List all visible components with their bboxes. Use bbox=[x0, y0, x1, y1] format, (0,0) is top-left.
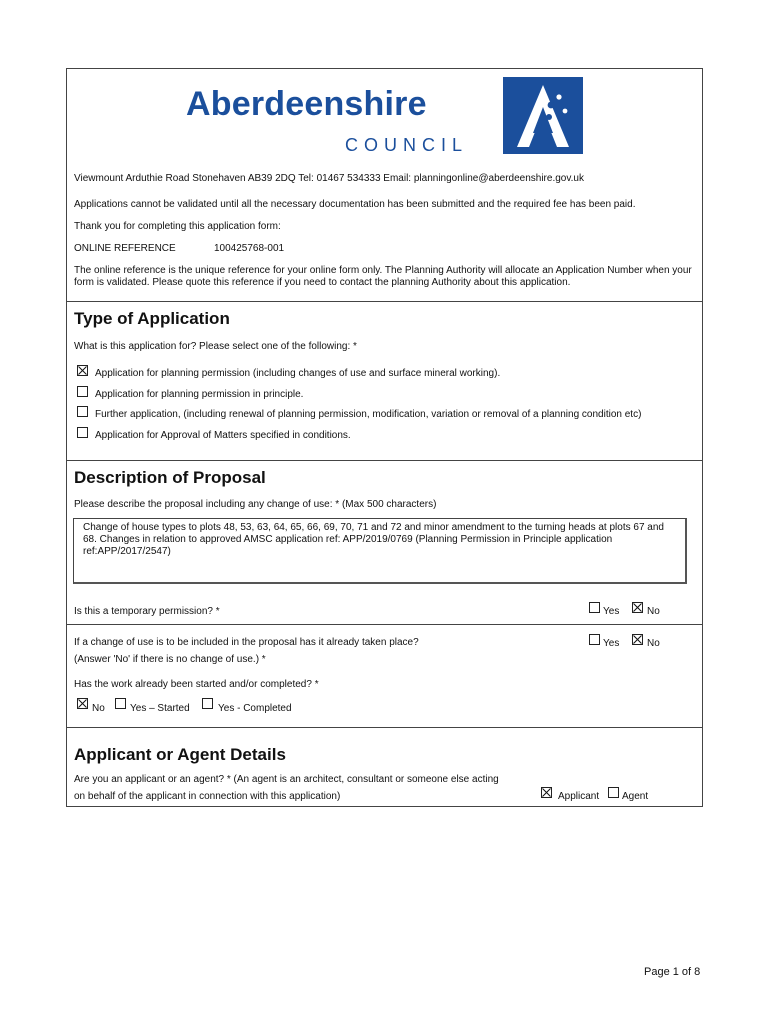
temporary-yes-checkbox[interactable] bbox=[589, 602, 600, 613]
work-completed-label: Yes - Completed bbox=[218, 703, 292, 714]
option-permission-in-principle-label: Application for planning permission in principle. bbox=[95, 389, 304, 400]
page-number: Page 1 of 8 bbox=[644, 966, 701, 978]
option-permission-in-principle-checkbox[interactable] bbox=[77, 386, 88, 397]
applicant-agent-question: Are you an applicant or an agent? * (An agent is an architect, consultant or someone else acting bbox=[74, 774, 499, 785]
change-of-use-note: (Answer 'No' if there is no change of use.) * bbox=[74, 654, 266, 665]
option-approval-of-matters-label: Application for Approval of Matters specified in conditions. bbox=[95, 430, 351, 441]
description-heading: Description of Proposal bbox=[74, 468, 266, 487]
validation-note: Applications cannot be validated until all the necessary documentation has been submitted and the required fee has been paid. bbox=[74, 199, 636, 210]
change-of-use-yes-checkbox[interactable] bbox=[589, 634, 600, 645]
option-planning-permission-checkbox[interactable] bbox=[77, 365, 88, 376]
divider bbox=[67, 301, 702, 302]
reference-note: The online reference is the unique reference for your online form only. The Planning Authority will allocate an Application Number when your form is validated. Please quote this reference if you need to contact the planning Authority about this application. bbox=[74, 265, 692, 288]
online-reference-value: 100425768-001 bbox=[214, 243, 285, 254]
aberdeenshire-a-logo-icon bbox=[503, 77, 583, 154]
work-completed-checkbox[interactable] bbox=[202, 698, 213, 709]
thanks-note: Thank you for completing this application form: bbox=[74, 221, 281, 232]
work-started-question: Has the work already been started and/or completed? * bbox=[74, 679, 319, 690]
applicant-label: Applicant bbox=[558, 791, 600, 802]
temporary-yes-label: Yes bbox=[603, 606, 620, 617]
description-prompt: Please describe the proposal including any change of use: * (Max 500 characters) bbox=[74, 499, 437, 510]
temporary-permission-question: Is this a temporary permission? * bbox=[74, 606, 220, 617]
proposal-description-text: Change of house types to plots 48, 53, 63, 64, 65, 66, 69, 70, 71 and 72 and minor amendment to the turning heads at plots 67 and 68. Changes in relation to approved AMSC application ref: APP/2019/0769 (Planning Permission in Principle application ref:APP/2017/2547) bbox=[83, 522, 664, 557]
work-started-label: Yes – Started bbox=[130, 703, 190, 714]
logo-wordmark: Aberdeenshire bbox=[186, 85, 427, 123]
option-approval-of-matters-checkbox[interactable] bbox=[77, 427, 88, 438]
work-no-checkbox[interactable] bbox=[77, 698, 88, 709]
agent-checkbox[interactable] bbox=[608, 787, 619, 798]
option-further-application-checkbox[interactable] bbox=[77, 406, 88, 417]
application-type-question: What is this application for? Please select one of the following: * bbox=[74, 341, 357, 352]
option-planning-permission-label: Application for planning permission (including changes of use and surface mineral working). bbox=[95, 368, 501, 379]
option-further-application-label: Further application, (including renewal of planning permission, modification, variation or removal of a planning condition etc) bbox=[95, 409, 642, 420]
online-reference-label: ONLINE REFERENCE bbox=[74, 243, 176, 254]
temporary-no-checkbox[interactable] bbox=[632, 602, 643, 613]
type-of-application-heading: Type of Application bbox=[74, 309, 230, 328]
council-address: Viewmount Arduthie Road Stonehaven AB39 2DQ Tel: 01467 534333 Email: planningonline@aberdeenshire.gov.uk bbox=[74, 173, 584, 184]
divider bbox=[67, 727, 702, 728]
proposal-description-textarea[interactable] bbox=[73, 518, 687, 584]
divider bbox=[67, 624, 702, 625]
work-no-label: No bbox=[92, 703, 105, 714]
change-of-use-no-checkbox[interactable] bbox=[632, 634, 643, 645]
temporary-no-label: No bbox=[647, 606, 660, 617]
change-of-use-question: If a change of use is to be included in the proposal has it already taken place? bbox=[74, 637, 419, 648]
agent-label: Agent bbox=[622, 791, 649, 802]
applicant-agent-heading: Applicant or Agent Details bbox=[74, 745, 286, 764]
applicant-agent-question-cont: on behalf of the applicant in connection with this application) bbox=[74, 791, 341, 802]
application-form-page bbox=[66, 68, 703, 807]
change-of-use-yes-label: Yes bbox=[603, 638, 620, 649]
change-of-use-no-label: No bbox=[647, 638, 660, 649]
work-started-checkbox[interactable] bbox=[115, 698, 126, 709]
applicant-checkbox[interactable] bbox=[541, 787, 552, 798]
divider bbox=[67, 460, 702, 461]
logo-council-text: COUNCIL bbox=[345, 135, 469, 155]
